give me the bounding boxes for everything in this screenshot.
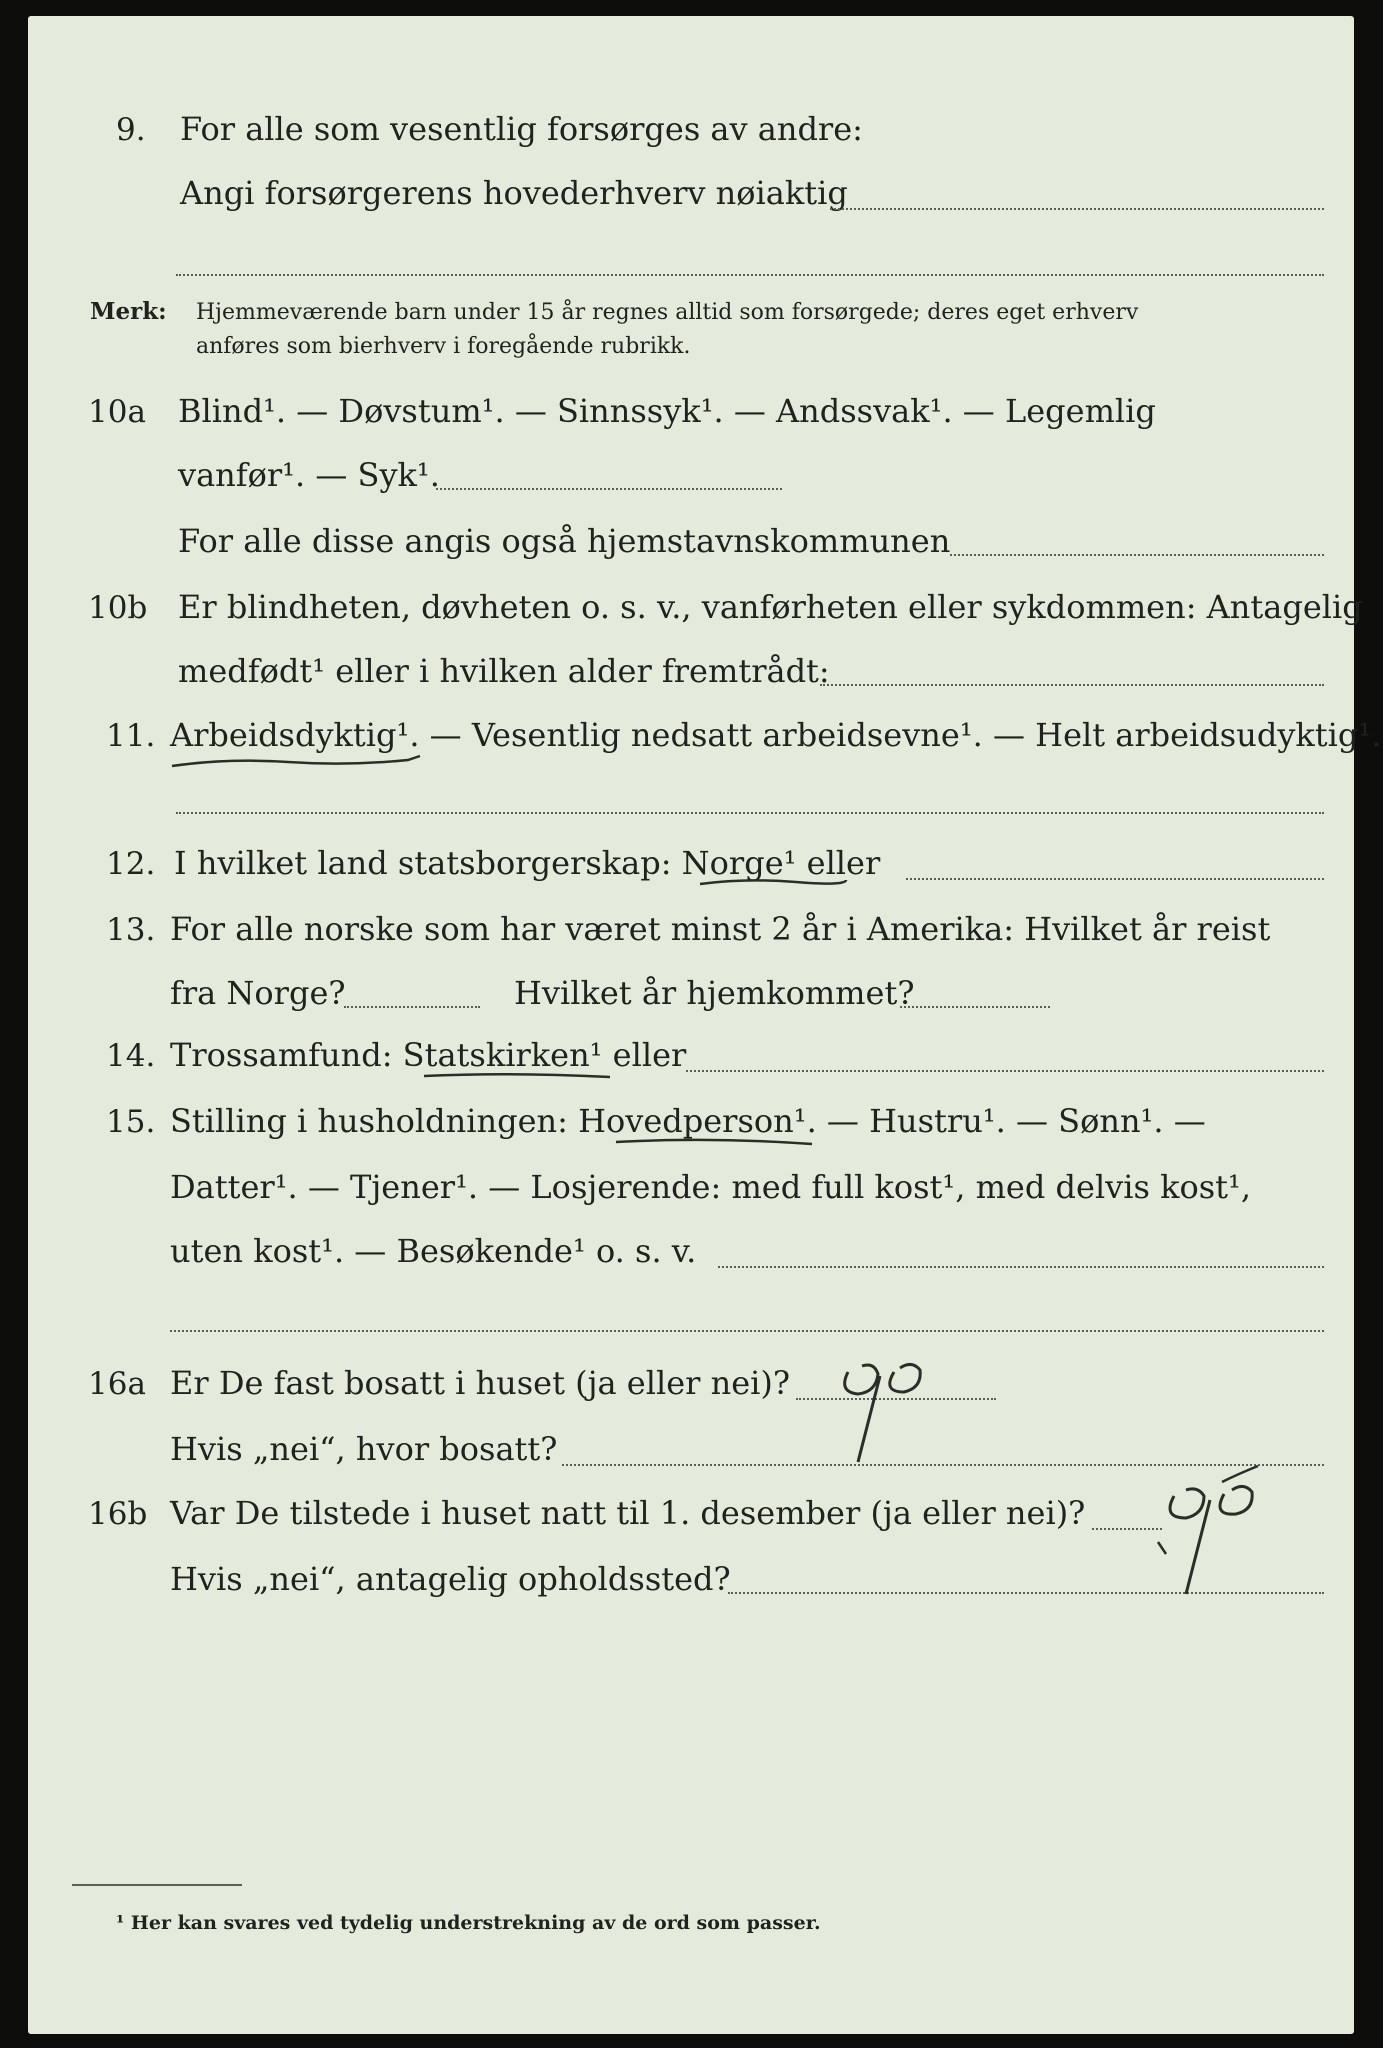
q14-underline-mark — [420, 1068, 620, 1084]
q13-line2b: Hvilket år hjemkommet? — [514, 974, 915, 1012]
q9-answer-line — [830, 208, 1324, 210]
q11-underline-mark — [168, 752, 428, 774]
census-form-page — [28, 16, 1382, 2034]
q12-number: 12. — [106, 846, 156, 882]
merk-line1: Hjemmeværende barn under 15 år regnes alltid som forsørgede; deres eget erhverv — [196, 300, 1139, 325]
q16a-handwritten-mark — [818, 1352, 968, 1472]
q12-answer-line — [906, 878, 1324, 880]
q15-line2: Datter¹. — Tjener¹. — Losjerende: med full kost¹, med delvis kost¹, — [170, 1168, 1252, 1206]
q15-answer-line-2 — [170, 1330, 1324, 1332]
q9-line2: Angi forsørgerens hovederhverv nøiaktig — [180, 174, 848, 212]
q10b-answer-line — [820, 684, 1324, 686]
q10b-line2: medfødt¹ eller i hvilken alder fremtrådt: — [178, 652, 830, 690]
q15-number: 15. — [106, 1104, 156, 1140]
merk-label: Merk: — [90, 298, 167, 325]
q11-line1: Arbeidsdyktig¹. — Vesentlig nedsatt arbeidsevne¹. — Helt arbeidsudyktig¹. — [170, 716, 1382, 754]
q10a-line3: For alle disse angis også hjemstavnskommunen — [178, 522, 951, 560]
q9-number: 9. — [116, 112, 146, 148]
q10a-line2: vanfør¹. — Syk¹. — [178, 456, 440, 494]
q16b-line2: Hvis „nei“, antagelig opholdssted? — [170, 1560, 731, 1598]
q11-number: 11. — [106, 718, 156, 754]
q16a-line1: Er De fast bosatt i huset (ja eller nei)? — [170, 1364, 791, 1402]
q13-line2: fra Norge? — [170, 974, 346, 1012]
merk-line2: anføres som bierhverv i foregående rubrikk. — [196, 334, 691, 359]
q16a-number: 16a — [88, 1366, 146, 1402]
q10a-answer-line — [950, 554, 1324, 556]
q14-number: 14. — [106, 1038, 156, 1074]
q16b-handwritten-mark — [1138, 1460, 1308, 1600]
q11-answer-line — [176, 812, 1324, 814]
q10a-number: 10a — [88, 394, 146, 430]
footnote-rule — [72, 1884, 242, 1886]
q13-number: 13. — [106, 912, 156, 948]
q13-hjemkommet-answer-line — [900, 1006, 1050, 1008]
q12-underline-mark — [696, 874, 856, 892]
q10a-line1: Blind¹. — Døvstum¹. — Sinnssyk¹. — Andssvak¹. — Legemlig — [178, 392, 1156, 430]
q15-line3: uten kost¹. — Besøkende¹ o. s. v. — [170, 1232, 697, 1270]
q16a-line2: Hvis „nei“, hvor bosatt? — [170, 1430, 558, 1468]
q14-answer-line — [686, 1070, 1324, 1072]
q10a-syk-answer-line — [436, 488, 782, 490]
q10b-number: 10b — [88, 590, 148, 626]
q15-underline-mark — [612, 1134, 822, 1150]
q9-line1: For alle som vesentlig forsørges av andre: — [180, 110, 863, 148]
q16b-line1: Var De tilstede i huset natt til 1. desember (ja eller nei)? — [170, 1494, 1086, 1532]
q13-line1: For alle norske som har været minst 2 år i Amerika: Hvilket år reist — [170, 910, 1271, 948]
footnote: ¹ Her kan svares ved tydelig understrekning av de ord som passer. — [116, 1912, 821, 1934]
q12-line1: I hvilket land statsborgerskap: Norge¹ eller — [174, 844, 881, 882]
q15-line1: Stilling i husholdningen: Hovedperson¹. — Hustru¹. — Sønn¹. — — [170, 1102, 1206, 1140]
q9-answer-line-2 — [176, 274, 1324, 276]
q10b-line1: Er blindheten, døvheten o. s. v., vanførheten eller sykdommen: Antagelig — [178, 588, 1363, 626]
q15-answer-line — [718, 1266, 1324, 1268]
q14-line1: Trossamfund: Statskirken¹ eller — [170, 1036, 687, 1074]
q16b-number: 16b — [88, 1496, 148, 1532]
q13-reist-answer-line — [344, 1006, 480, 1008]
